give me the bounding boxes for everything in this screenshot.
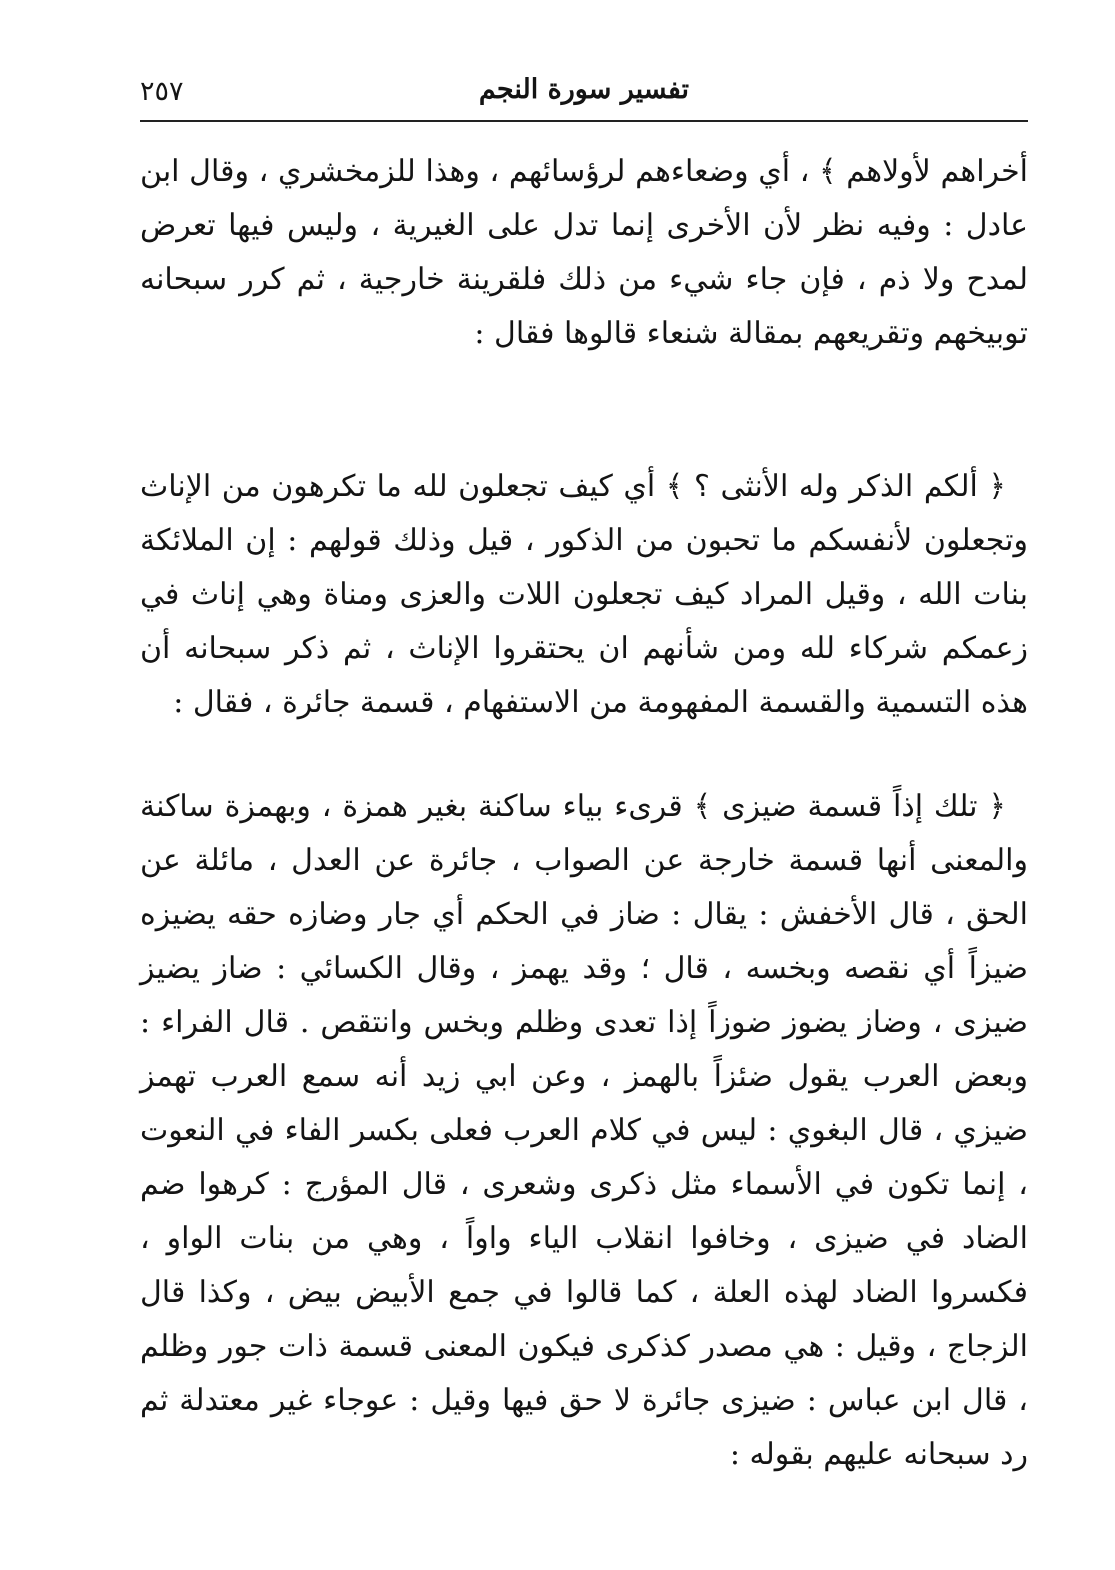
paragraph-2: ﴿ ألكم الذكر وله الأنثى ؟ ﴾ أي كيف تجعلون لله ما تكرهون من الإناث وتجعلون لأنفسكم ما تحبون من الذكور ، قيل وذلك قولهم : إن الملائكة بنات الله ، وقيل المراد كيف تجعلون اللات والعزى ومناة وهي إناث في زعمكم شركاء لله ومن شأنهم ان يحتقروا الإناث ، ثم ذكر سبحانه أن هذه التسمية والقسمة المفهومة من الاستفهام ، قسمة جائرة ، فقال :	[140, 469, 1028, 720]
paragraph-3: ﴿ تلك إذاً قسمة ضيزى ﴾ قرىء بياء ساكنة بغير همزة ، وبهمزة ساكنة والمعنى أنها قسمة خارجة عن الصواب ، جائرة عن العدل ، مائلة عن الحق ، قال الأخفش : يقال : ضاز في الحكم أي جار وضازه حقه يضيزه ضيزاً أي نقصه وبخسه ، قال ؛ وقد يهمز ، وقال الكسائي : ضاز يضيز ضيزى ، وضاز يضوز ضوزاً إذا تعدى وظلم وبخس وانتقص . قال الفراء : وبعض العرب يقول ضئزاً بالهمز ، وعن ابي زيد أنه سمع العرب تهمز ضيزي ، قال البغوي : ليس في كلام العرب فعلى بكسر الفاء في النعوت ، إنما تكون في الأسماء مثل ذكرى وشعرى ، قال المؤرج : كرهوا ضم الضاد في ضيزى ، وخافوا انقلاب الياء واواً ، وهي من بنات الواو ، فكسروا الضاد لهذه العلة ، كما قالوا في جمع الأبيض بيض ، وكذا قال الزجاج ، وقيل : هي مصدر كذكرى فيكون المعنى قسمة ذات جور وظلم ، قال ابن عباس : ضيزى جائرة لا حق فيها وقيل : عوجاء غير معتدلة ثم رد سبحانه عليهم بقوله :	[140, 789, 1028, 1472]
running-title: تفسير سورة النجم	[478, 74, 690, 105]
header-divider	[140, 120, 1028, 122]
page-number: ٢٥٧	[140, 76, 184, 107]
page-header	[140, 72, 1028, 120]
paragraph-1: أخراهم لأولاهم ﴾ ، أي وضعاءهم لرؤسائهم ، وهذا للزمخشري ، وقال ابن عادل : وفيه نظر لأن الأخرى إنما تدل على الغيرية ، وليس فيها تعرض لمدح ولا ذم ، فإن جاء شيء من ذلك فلقرينة خارجية ، ثم كرر سبحانه توبيخهم وتقريعهم بمقالة شنعاء قالوها فقال :	[140, 154, 1028, 351]
